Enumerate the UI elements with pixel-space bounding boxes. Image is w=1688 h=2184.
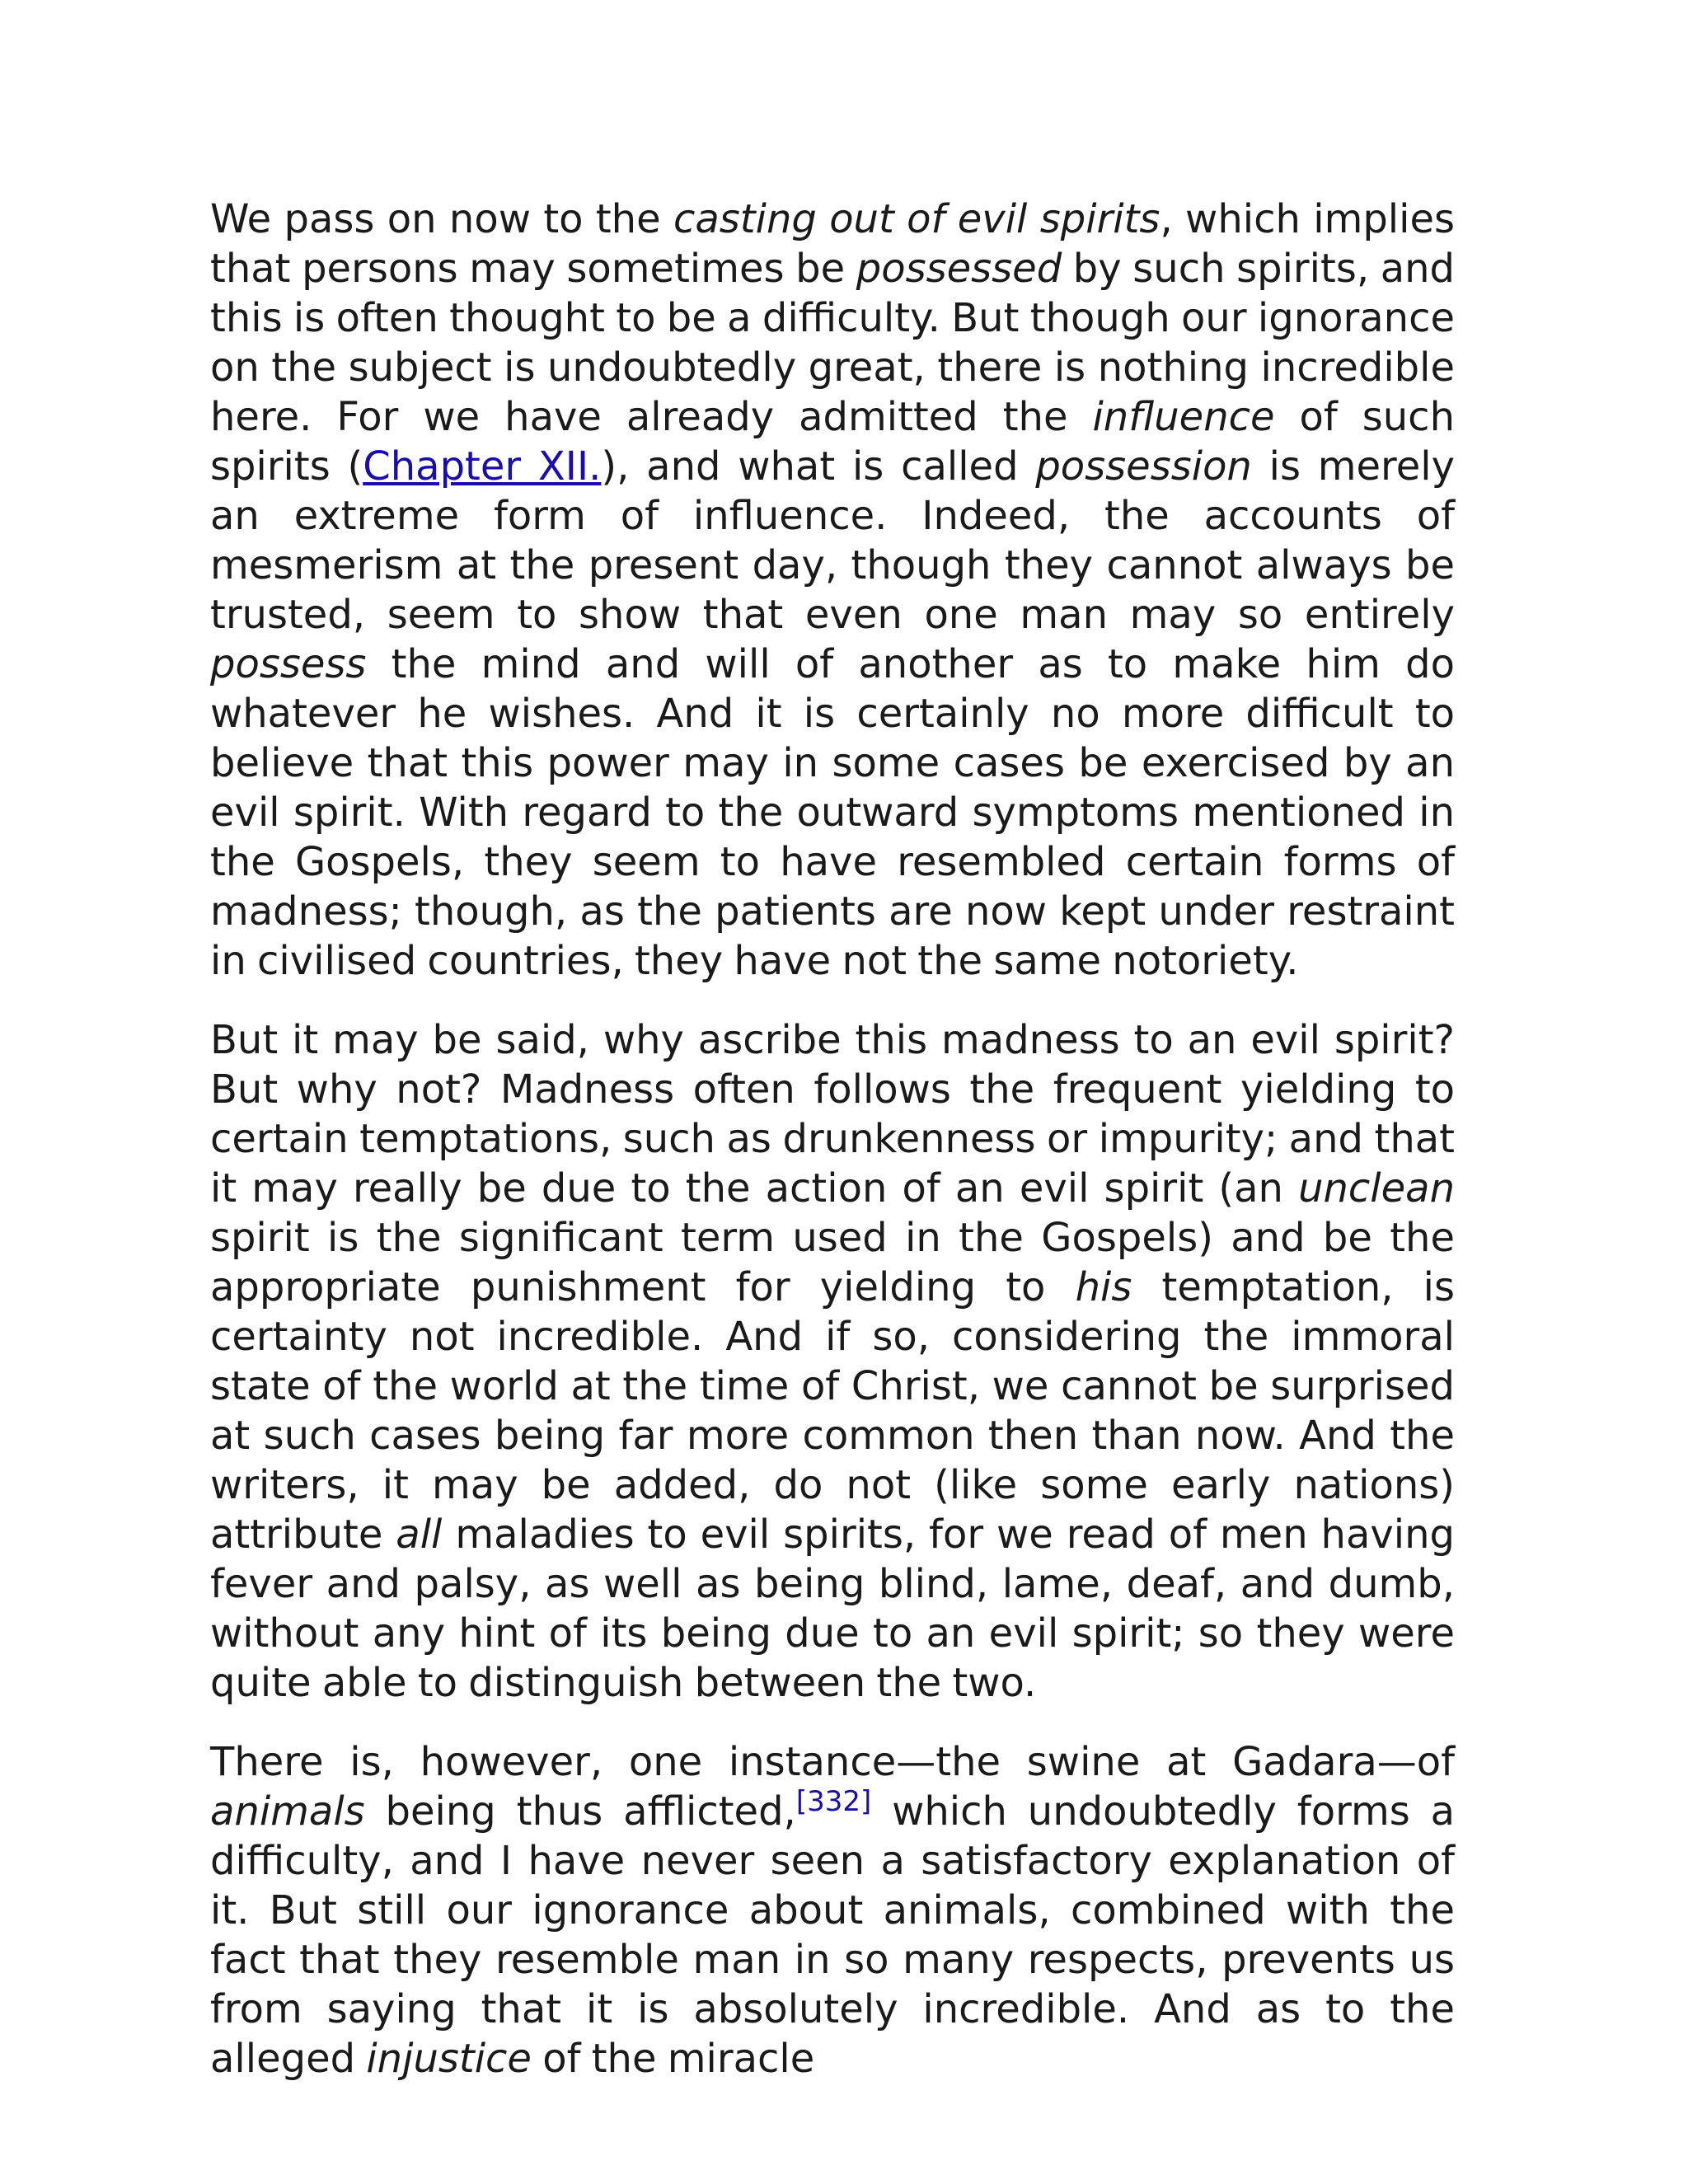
emphasis: unclean	[1298, 1165, 1455, 1212]
text-run: maladies to evil spirits, for we read of men having fever and palsy, as well as being blind, lame, deaf, and dumb, without any hint of its being due to an evil spirit; so they were quite able to distinguish between the two.	[210, 1511, 1456, 1706]
text-run: is merely an extreme form of influence. Indeed, the accounts of mesmerism at the present day, though they cannot always be trusted, seem to show that even one man may so entirely	[210, 443, 1456, 638]
chapter-xii-link[interactable]: Chapter XII.	[363, 443, 602, 490]
text-run: of such spirits (	[210, 394, 1455, 490]
text-run: by such spirits, and this is often thought to be a difficulty. But though our ignorance on the subject is undoubtedly great, there is nothing incredible here. For we have already admitted the	[210, 246, 1456, 440]
text-run: , which implies that persons may sometimes be	[210, 196, 1456, 292]
emphasis: possessed	[856, 246, 1062, 292]
emphasis: animals	[210, 1788, 365, 1835]
text-run: But it may be said, why ascribe this madness to an evil spirit? But why not? Madness often follows the frequent yielding to certain temptations, such as drunkenness or impurity; and that it may really be due to the action of an evil spirit (an	[210, 1017, 1455, 1212]
page-content	[210, 194, 1455, 2113]
text-run: We pass on now to the	[210, 196, 673, 242]
emphasis: influence	[1092, 394, 1275, 440]
emphasis: all	[396, 1511, 443, 1558]
paragraph-3	[210, 1737, 1455, 2083]
text-run: temptation, is certainty not incredible. And if so, considering the immoral state of the world at the time of Christ, we cannot be surprised at such cases being far more common then than now. And the writers, it may be added, do not (like some early nations) attribute	[210, 1264, 1456, 1558]
text-run: which undoubtedly forms a difficulty, and I have never seen a satisfactory explanation of it. But still our ignorance about animals, combined with the fact that they resemble man in so many respects, prevents us from saying that it is absolutely incredible. And as to the alleged	[210, 1788, 1456, 2082]
text-run: spirit is the significant term used in the Gospels) and be the appropriate punishment for yielding to	[210, 1215, 1455, 1310]
text-run: being thus afflicted,	[364, 1788, 796, 1835]
emphasis: injustice	[366, 2036, 532, 2082]
paragraph-1	[210, 194, 1455, 986]
text-run: ), and what is called	[601, 443, 1036, 490]
paragraph-2	[210, 1015, 1455, 1708]
emphasis: his	[1075, 1264, 1132, 1310]
text-run: There is, however, one instance—the swine at Gadara—of	[210, 1739, 1455, 1785]
footnote-332-link[interactable]: [332]	[795, 1785, 872, 1818]
text-run: the mind and will of another as to make him do whatever he wishes. And it is certainly no more difficult to believe that this power may in some cases be exercised by an evil spirit. With regard to the outward symptoms mentioned in the Gospels, they seem to have resembled certain forms of madness; though, as the patients are now kept under restraint in civilised countries, they have not the same notoriety.	[210, 641, 1455, 984]
emphasis: casting out of evil spirits	[673, 196, 1160, 242]
emphasis: possession	[1035, 443, 1252, 490]
text-run: of the miracle	[531, 2036, 815, 2082]
emphasis: possess	[210, 641, 367, 687]
